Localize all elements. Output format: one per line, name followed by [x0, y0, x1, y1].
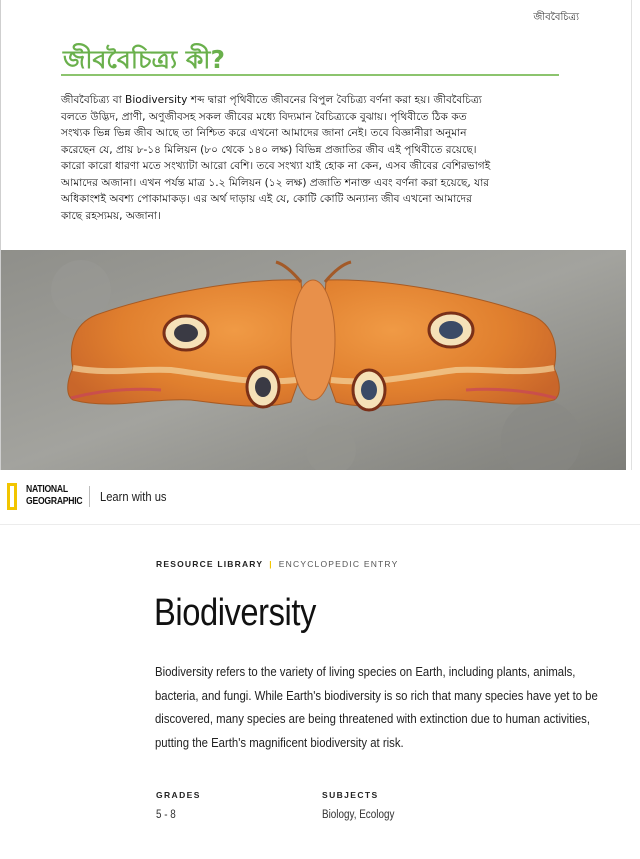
grades-label: GRADES [156, 790, 201, 800]
eyespot [353, 370, 385, 410]
running-head: জীববৈচিত্র্য [533, 12, 579, 23]
subjects-label: SUBJECTS [322, 790, 379, 800]
book-line: করেছেন যে, প্রায় ৮-১৪ মিলিয়ন (৮০ থেকে ১৪০ লক্ষ) বিভিন্ন প্রজাতির জীব এই পৃথিবীতে রয়েছে। [61, 143, 477, 156]
site-header [0, 470, 640, 525]
book-line: সংখ্যক ভিন্ন ভিন্ন জীব আছে তা নিশ্চিত করে এখনো আমাদের জানা নেই। তবে বিজ্ঞানীরা অনুমান [61, 127, 467, 139]
learn-with-us-link[interactable]: Learn with us [100, 489, 167, 504]
grades-value: 5 - 8 [156, 809, 176, 821]
summary-line: bacteria, and fungi. While Earth's biodiversity is so rich that many species have yet to be [155, 687, 598, 703]
natgeo-logo[interactable] [26, 483, 82, 507]
breadcrumb-separator: | [269, 559, 273, 569]
eyespot [429, 313, 473, 347]
subjects-value[interactable]: Biology, Ecology [322, 809, 395, 821]
book-line: বলতে উদ্ভিদ, প্রাণী, অণুজীবসহ সকল জীবের মধ্যে বিদ্যমান বৈচিত্র্যকে বুঝায়। পৃথিবীতে ঠিক কত [61, 110, 467, 123]
book-line: কারো কারো ধারণা মতে সংখ্যাটা আরো বেশি। তবে সংখ্যা যাই হোক না কেন, এসব জীবের বেশিরভাগই [61, 160, 491, 172]
book-line: জীববৈচিত্র্য বা Biodiversity শব্দ দ্বারা পৃথিবীতে জীবনের বিপুল বৈচিত্র্য বর্ণনা করা হয়। জীববৈচিত্র্য [61, 94, 482, 106]
eyespot [247, 367, 279, 407]
book-paragraph [61, 92, 561, 224]
natgeo-frame-icon[interactable] [7, 483, 17, 510]
article-title: Biodiversity [154, 592, 316, 634]
book-section-title: জীববৈচিত্র্য কী? [63, 45, 225, 74]
summary-line: Biodiversity refers to the variety of living species on Earth, including plants, animals, [155, 664, 576, 679]
eyespot [164, 316, 208, 350]
article-summary [155, 660, 635, 754]
book-line: অধিকাংশই অবশ্য পোকামাকড়। এর অর্থ দাড়ায় এই যে, কোটি কোটি অন্যান্য জীব এখনো আমাদের [61, 193, 472, 205]
summary-line: putting the Earth's magnificent biodiversity at risk. [155, 734, 404, 750]
breadcrumb-resource-library[interactable]: RESOURCE LIBRARY [156, 559, 264, 569]
logo-line: GEOGRAPHIC [26, 495, 83, 507]
logo-line: NATIONAL [26, 483, 68, 495]
breadcrumb [156, 559, 398, 569]
book-line: কাছে রহস্যময়, অজানা। [61, 209, 161, 222]
moth-photo [1, 250, 626, 470]
breadcrumb-entry-type: ENCYCLOPEDIC ENTRY [278, 559, 399, 569]
book-line: আমাদের অজানা। এখন পর্যন্ত মাত্র ১.২ মিলিয়ন (১২ লক্ষ) প্রজাতি শনাক্ত এবং বর্ণনা করা হয়েছে, যার [61, 176, 490, 189]
header-divider [89, 486, 90, 507]
title-underline [61, 74, 559, 76]
summary-line: discovered, many species are being threatened with extinction due to human activities, [155, 711, 590, 726]
